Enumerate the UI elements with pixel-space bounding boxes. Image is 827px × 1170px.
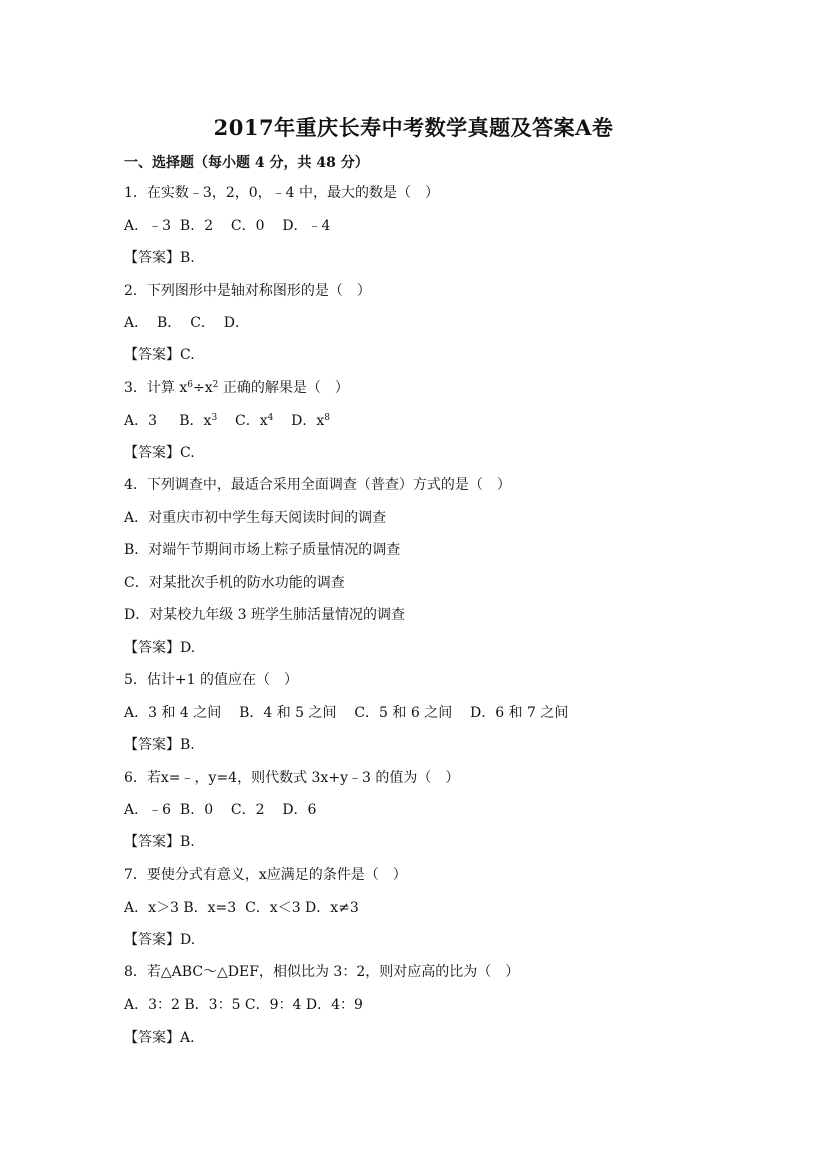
options-6: A．﹣6 B．0 C．2 D．6 [124, 802, 317, 818]
options-4c: C．对某批次手机的防水功能的调查 [124, 575, 345, 591]
question-7: 7．要使分式有意义，x应满足的条件是（ ） [124, 867, 407, 883]
options-7: A．x＞3 B．x=3 C．x＜3 D．x≠3 [124, 900, 359, 916]
question-3-part: 3．计算 x [124, 380, 188, 396]
exponent: 2 [212, 380, 219, 390]
question-6: 6．若x=﹣，y=4，则代数式 3x+y﹣3 的值为（ ） [124, 770, 460, 786]
options-8: A．3：2 B．3：5 C．9：4 D．4：9 [124, 997, 363, 1013]
answer-3: 【答案】C. [124, 445, 195, 461]
answer-8: 【答案】A. [124, 1030, 195, 1046]
options-4d: D．对某校九年级 3 班学生肺活量情况的调查 [124, 607, 406, 623]
exponent: 3 [211, 413, 218, 423]
option-part: C．x [217, 413, 268, 429]
answer-6: 【答案】B. [124, 834, 195, 850]
answer-2: 【答案】C. [124, 347, 195, 363]
question-2: 2．下列图形中是轴对称图形的是（ ） [124, 283, 371, 299]
options-5: A．3 和 4 之间 B．4 和 5 之间 C．5 和 6 之间 D．6 和 7 之间 [124, 705, 569, 721]
question-3 [124, 379, 349, 397]
options-3 [124, 412, 330, 430]
answer-1: 【答案】B. [124, 250, 195, 266]
question-3-part: 正确的解果是（ ） [218, 380, 349, 396]
options-2: A． B． C． D． [124, 315, 250, 331]
options-4b: B．对端午节期间市场上粽子质量情况的调查 [124, 542, 401, 558]
options-4a: A．对重庆市初中学生每天阅读时间的调查 [124, 510, 387, 526]
options-1: A．﹣3 B．2 C．0 D．﹣4 [124, 218, 331, 234]
document-title: 2017年重庆长寿中考数学真题及答案A卷 [213, 115, 614, 140]
question-5: 5．估计+1 的值应在（ ） [124, 672, 298, 688]
section-heading: 一、选择题（每小题 4 分，共 48 分） [124, 155, 369, 171]
question-1: 1．在实数﹣3，2，0，﹣4 中，最大的数是（ ） [124, 185, 439, 201]
option-part: D．x [273, 413, 325, 429]
question-4: 4．下列调查中，最适合采用全面调查（普查）方式的是（ ） [124, 477, 511, 493]
exponent: 6 [187, 380, 193, 390]
option-part: A．3 B．x [124, 413, 212, 429]
answer-7: 【答案】D. [124, 932, 196, 948]
exponent: 8 [324, 413, 330, 423]
question-3-part: ÷x [193, 380, 213, 396]
answer-4: 【答案】D. [124, 640, 196, 656]
question-8: 8．若△ABC～△DEF，相似比为 3：2，则对应高的比为（ ） [124, 964, 520, 980]
answer-5: 【答案】B. [124, 737, 195, 753]
exponent: 4 [267, 413, 274, 423]
